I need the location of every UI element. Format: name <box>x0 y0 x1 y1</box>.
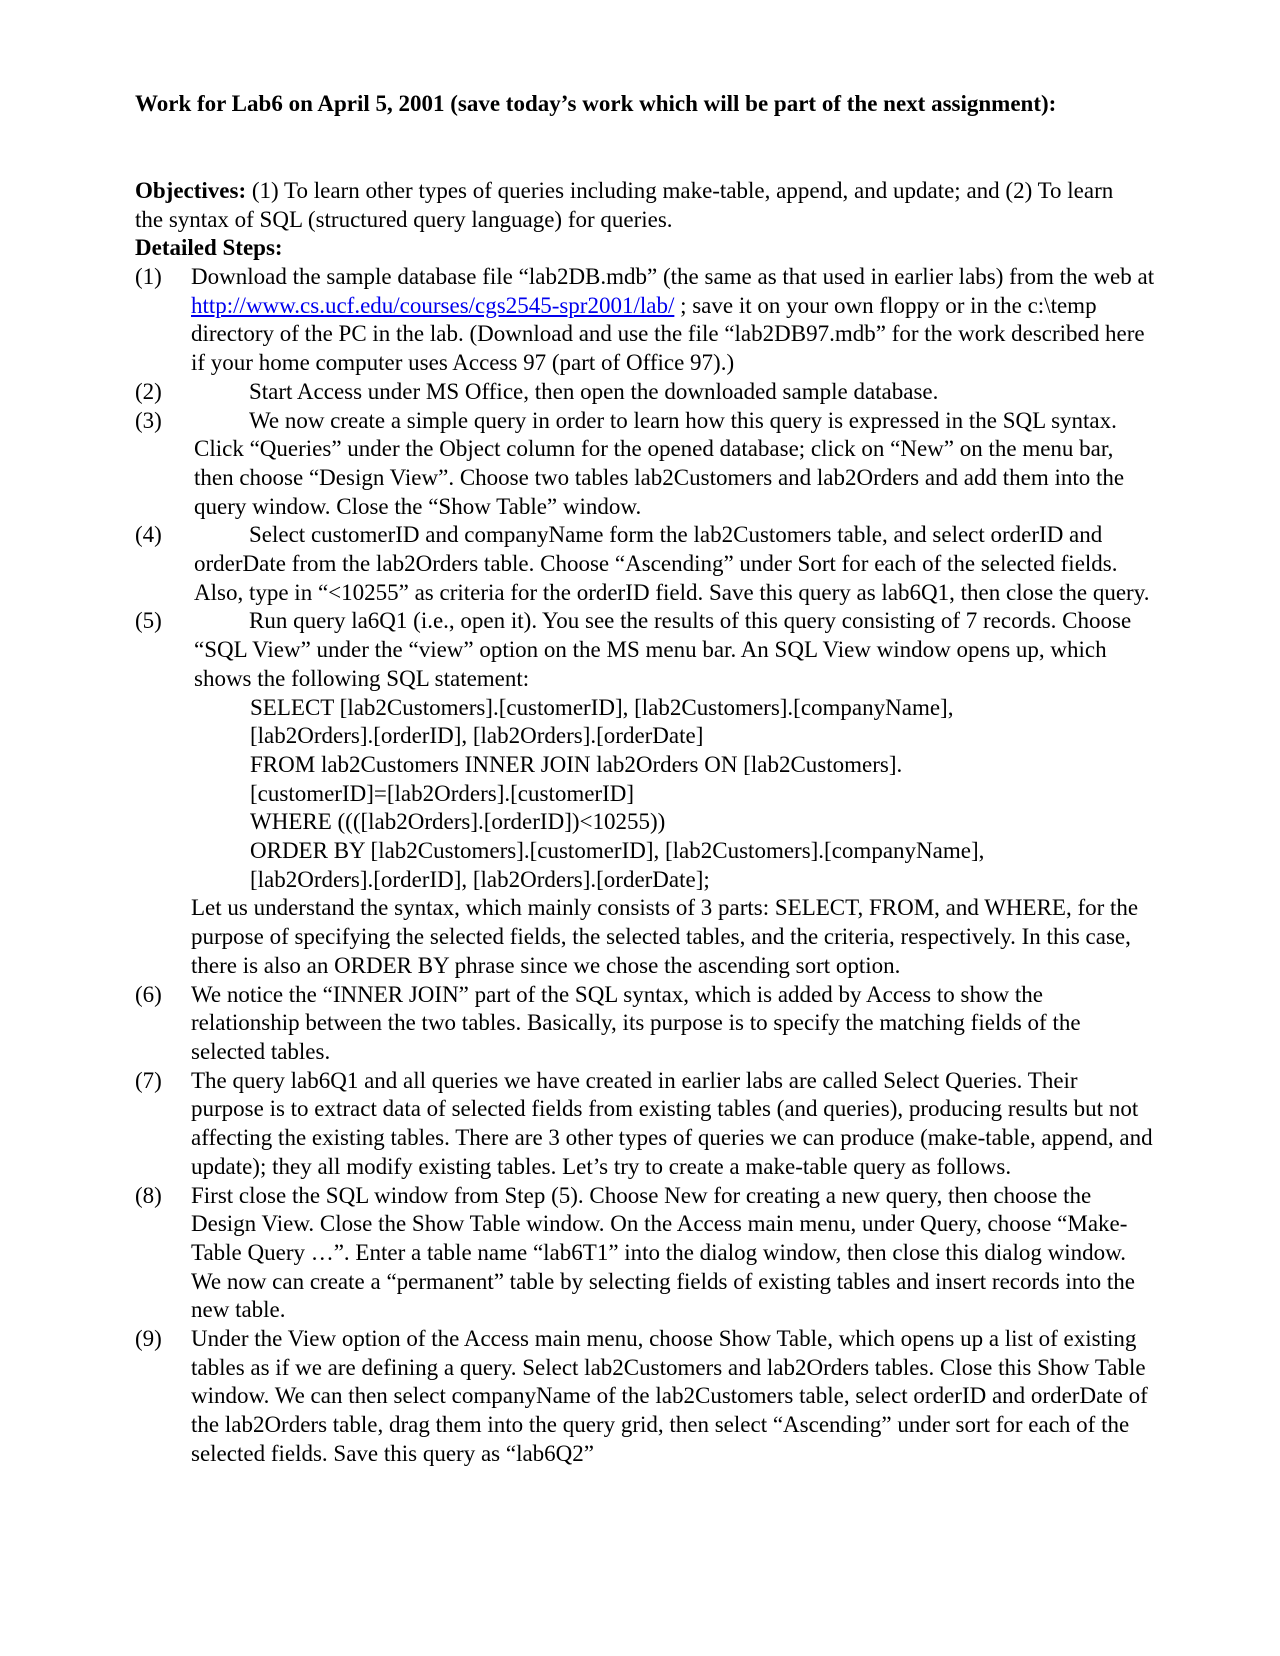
document-title: Work for Lab6 on April 5, 2001 (save today’s work which will be part of the next assignment): <box>135 91 1057 116</box>
sql-line: [customerID]=[lab2Orders].[customerID] <box>250 780 635 806</box>
step-1 <box>135 263 1155 378</box>
course-lab-link[interactable]: http://www.cs.ucf.edu/courses/cgs2545-spr2001/lab/ <box>191 292 675 318</box>
step-text: We notice the “INNER JOIN” part of the SQL syntax, which is added by Access to show the relationship between the two tables. Basically, its purpose is to specify the matching fields of the selected tables. <box>191 981 1081 1064</box>
step-number: (7) <box>135 1067 162 1093</box>
step-number: (2) <box>135 378 162 404</box>
step-3 <box>135 407 1155 522</box>
sql-line: [lab2Orders].[orderID], [lab2Orders].[orderDate] <box>250 723 704 749</box>
step-4 <box>135 521 1155 607</box>
step-9 <box>135 1325 1155 1469</box>
step-text: The query lab6Q1 and all queries we have created in earlier labs are called Select Queries. Their purpose is to extract data of selected fields from existing tables (and queries), producing results but not affecting the existing tables. There are 3 other types of queries we can produce (make-table, append, and update); they all modify existing tables. Let’s try to create a make-table query as follows. <box>191 1067 1153 1179</box>
step-number: (9) <box>135 1326 162 1352</box>
step-5 <box>135 607 1155 894</box>
step-7 <box>135 1067 1155 1182</box>
step-text: First close the SQL window from Step (5). Choose New for creating a new query, then choose the Design View. Close the Show Table window. On the Access main menu, under Query, choose “Make-Table Query …”. Enter a table name “lab6T1” into the dialog window, then close this dialog window. We now can create a “permanent” table by selecting fields of existing tables and insert records into the new table. <box>191 1182 1135 1323</box>
step-6 <box>135 981 1155 1067</box>
steps-heading: Detailed Steps: <box>135 235 283 260</box>
step-2 <box>135 378 1155 407</box>
sql-line: FROM lab2Customers INNER JOIN lab2Orders ON [lab2Customers]. <box>250 751 903 777</box>
step-number: (6) <box>135 981 162 1007</box>
step-5-explanation <box>135 894 1155 980</box>
sql-line: WHERE ((([lab2Orders].[orderID])<10255)) <box>250 809 666 835</box>
step-text: We now create a simple query in order to learn how this query is expressed in the SQL syntax. Click “Queries” under the Object column for the opened database; click on “New” on the menu bar, then choose “Design View”. Choose two tables lab2Customers and lab2Orders and add them into the query window. Close the “Show Table” window. <box>194 407 1125 519</box>
step-text: Under the View option of the Access main menu, choose Show Table, which opens up a list of existing tables as if we are defining a query. Select lab2Customers and lab2Orders tables. Close this Show Table window. We can then select companyName of the lab2Customers table, select orderID and orderDate of the lab2Orders table, drag them into the query grid, then select “Ascending” under sort for each of the selected fields. Save this query as “lab6Q2” <box>191 1326 1148 1466</box>
step-8 <box>135 1182 1155 1326</box>
objectives-label: Objectives: <box>135 178 247 203</box>
step-text: Start Access under MS Office, then open the downloaded sample database. <box>249 378 939 404</box>
sql-statement <box>194 694 1155 895</box>
step-number: (3) <box>135 407 162 433</box>
step-text: ; save it on your own floppy or in the c:\temp directory of the PC in the lab. (Download and use the file “lab2DB97.mdb” for the work described here if your home computer uses Access 97 (part of Office 97).) <box>191 292 1145 376</box>
step-number: (1) <box>135 264 162 289</box>
objectives-text: (1) To learn other types of queries including make-table, append, and update; and (2) To learn the syntax of SQL (structured query language) for queries. <box>135 178 1114 232</box>
step-text: Let us understand the syntax, which mainly consists of 3 parts: SELECT, FROM, and WHERE, for the purpose of specifying the selected fields, the selected tables, and the criteria, respectively. In this case, there is also an ORDER BY phrase since we chose the ascending sort option. <box>191 895 1139 978</box>
objectives-paragraph <box>135 177 1135 234</box>
steps-list <box>135 263 1155 1469</box>
step-text: Download the sample database file “lab2DB.mdb” (the same as that used in earlier labs) from the web at <box>191 264 1155 289</box>
step-number: (8) <box>135 1182 162 1208</box>
step-text: Run query la6Q1 (i.e., open it). You see the results of this query consisting of 7 records. Choose “SQL View” under the “view” option on the MS menu bar. An SQL View window opens up, which shows the following SQL statement: <box>194 608 1132 691</box>
sql-line: SELECT [lab2Customers].[customerID], [lab2Customers].[companyName], <box>250 694 954 720</box>
step-number: (5) <box>135 608 162 634</box>
step-number: (4) <box>135 522 162 548</box>
sql-line: [lab2Orders].[orderID], [lab2Orders].[orderDate]; <box>250 866 710 892</box>
step-text: Select customerID and companyName form the lab2Customers table, and select orderID and orderDate from the lab2Orders table. Choose “Ascending” under Sort for each of the selected fields. Also, type in “<10255” as criteria for the orderID field. Save this query as lab6Q1, then close the query. <box>194 522 1150 605</box>
sql-line: ORDER BY [lab2Customers].[customerID], [lab2Customers].[companyName], <box>250 838 985 864</box>
